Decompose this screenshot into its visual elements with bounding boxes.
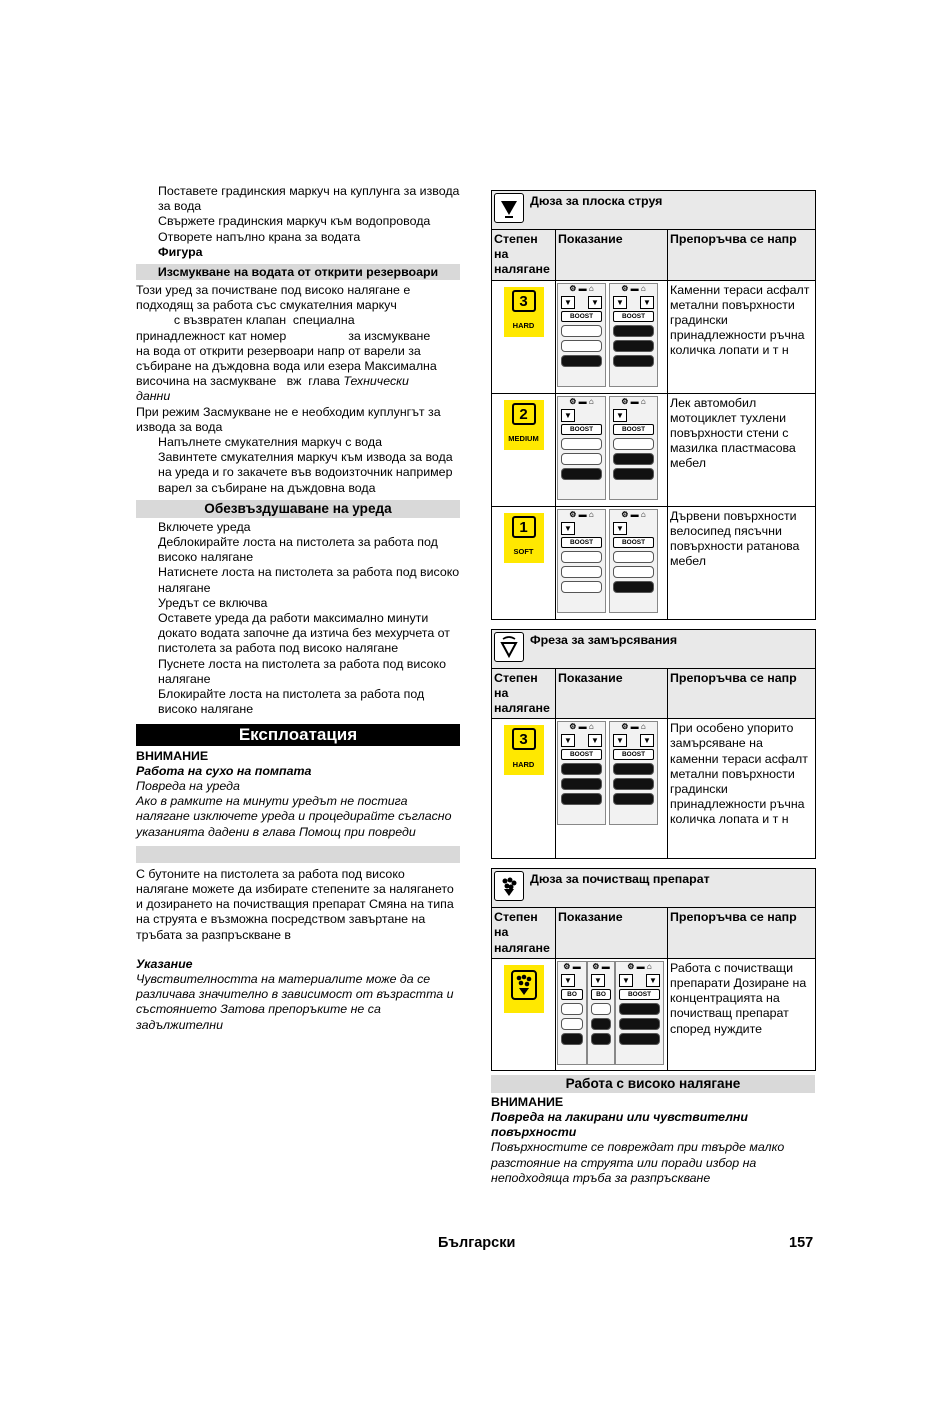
suction-body-line-5: на вода от открити резервоари напр от варели за <box>136 343 421 358</box>
deaeration-step-6: Пуснете лоста на пистолета за работа под високо налягане <box>158 656 446 686</box>
hp-warning-title: Повреда на лакирани или чувствителни повърхности <box>491 1110 748 1140</box>
intro-step-3: Отворете напълно крана за водата <box>158 229 361 244</box>
deaeration-heading: Обезвъздушаване на уреда <box>136 500 460 518</box>
boost-label: BOOST <box>561 424 602 435</box>
suction-ref-1: Технически <box>343 374 409 389</box>
header-level: Степен на налягане <box>492 908 556 959</box>
detergent-nozzle-icon <box>494 871 524 901</box>
flat-nozzle-title-cell <box>492 191 816 230</box>
suction-step-1: Напълнете смукателния маркуч с вода <box>158 435 383 450</box>
display-panel: ⚙ ▬ ⌂ ▼ ▼ BOOST <box>615 961 664 1065</box>
display-panel: ⚙ ▬ ⌂ ▼ ▼ BOOST <box>557 721 606 825</box>
note-label: Указание <box>136 956 193 971</box>
recommendation-text: Каменни тераси асфалт метални повърхности градински принадлежности ръчна количка лопати и т н <box>668 280 816 393</box>
header-level: Степен на налягане <box>492 230 556 281</box>
dirt-blaster-title-cell <box>492 629 816 668</box>
pressure-body: С бутоните на пистолета за работа под високо налягане можете да избирате степените за налягането и дозирането на почистващия препарат Смяна на типа на струята е възможна посредством завъртане на тръбата за разпръскване в <box>136 866 454 942</box>
footer-language: Български <box>438 1235 516 1251</box>
header-recommended: Препоръчва се напр <box>668 908 816 959</box>
display-panel: ⚙ ▬ ⌂ ▼ BOOST <box>609 396 658 500</box>
display-panel: ⚙ ▬ ⌂ ▼ ▼ BOOST <box>609 283 658 387</box>
display-panel: ⚙ ▬ ⌂ ▼ ▼ BOOST <box>557 283 606 387</box>
operation-heading: Експлоатация <box>136 724 460 746</box>
display-cell <box>556 719 668 859</box>
flat-nozzle-table <box>491 190 816 620</box>
level-badge-medium <box>504 400 544 450</box>
deaeration-step-1: Включете уреда <box>158 519 251 534</box>
header-recommended: Препоръчва се напр <box>668 230 816 281</box>
level-label: MEDIUM <box>508 434 539 444</box>
dirt-blaster-table <box>491 629 816 860</box>
empty-section-bar <box>136 846 460 863</box>
high-pressure-heading: Работа с високо налягане <box>491 1075 815 1093</box>
flat-nozzle-title: Дюза за плоска струя <box>530 194 663 208</box>
level-label: HARD <box>512 760 535 770</box>
page-number: 157 <box>789 1235 814 1251</box>
boost-label: BOOST <box>561 749 602 760</box>
level-cell <box>492 719 556 859</box>
level-number: 2 <box>512 403 536 425</box>
note-text: Чувствителността на материалите може да се различава значително в зависимост от възрастта и състоянието Затова препоръките не са задължителни <box>136 971 454 1032</box>
display-panel: ⚙ ▬ ⌂ ▼ BOOST <box>557 509 606 613</box>
suction-ref-2: данни <box>136 389 171 404</box>
boost-label: BOOST <box>619 989 660 1000</box>
detergent-nozzle-table <box>491 868 816 1071</box>
display-panel: ⚙ ▬ ⌂ ▼ ▼ BOOST <box>609 721 658 825</box>
boost-label: BOOST <box>561 311 602 322</box>
suction-step-2: Завинтете смукателния маркуч към извода за вода на уреда и го закачете във водоизточник например варел за събиране на дъждовна вода <box>158 450 453 495</box>
suction-body-line-1: Този уред за почистване под високо налягане е <box>136 283 411 298</box>
deaeration-step-5: Оставете уреда да работи максимално минути докато водата започне да изтича без мехурчета от пистолета за работа под високо налягане <box>158 611 450 656</box>
level-badge-hard <box>504 725 544 775</box>
level-label: HARD <box>512 321 535 331</box>
boost-label: BOOST <box>613 311 654 322</box>
flat-nozzle-icon <box>494 193 524 223</box>
suction-body-line-7 <box>136 374 460 389</box>
warning-text: Ако в рамките на минути уредът не постига налягане изключете уреда и процедирайте съгласно указанията дадени в глава Помощ при повреди <box>136 794 452 839</box>
level-cell <box>492 393 556 506</box>
boost-label: BOOST <box>613 537 654 548</box>
left-column <box>136 184 460 1033</box>
display-cell <box>556 280 668 393</box>
display-panel: ⚙ ▬ ⌂ ▼ BOOST <box>557 396 606 500</box>
right-column <box>491 190 815 1186</box>
deaeration-step-3: Натиснете лоста на пистолета за работа под високо налягане <box>158 565 460 595</box>
display-panel: ⚙ ▬ ▼ BO <box>557 961 587 1065</box>
hp-warning-text: Повърхностите се повреждат при твърде малко разстояние на струята или поради избор на неподходяща тръба за разпръскване <box>491 1140 785 1185</box>
deaeration-step-4: Уредът се включва <box>158 595 268 610</box>
level-number: 1 <box>512 516 536 538</box>
suction-note: При режим Засмукване не е необходим куплунгът за извода за вода <box>136 404 441 434</box>
header-recommended: Препоръчва се напр <box>668 668 816 719</box>
detergent-nozzle-title-cell <box>492 869 816 908</box>
recommendation-text: Дървени повърхности велосипед пясъчни повърхности ратанова мебел <box>668 506 816 619</box>
display-panel: ⚙ ▬ ▼ BO <box>587 961 615 1065</box>
display-cell <box>556 958 668 1070</box>
intro-step-2: Свържете градинския маркуч към водопровода <box>158 214 431 229</box>
suction-body-line-4: принадлежност кат номер за изсмукване <box>136 328 431 343</box>
suction-heading: Изсмукване на водата от открити резервоари <box>136 264 460 280</box>
dirt-blaster-icon <box>494 632 524 662</box>
level-label: SOFT <box>513 547 534 557</box>
header-level: Степен на налягане <box>492 668 556 719</box>
boost-label: BOOST <box>613 424 654 435</box>
suction-body-line-2: подходящ за работа със смукателния маркуч <box>136 298 397 313</box>
level-cell <box>492 958 556 1070</box>
hp-warning-label: ВНИМАНИЕ <box>491 1094 564 1109</box>
detergent-badge <box>504 965 544 1013</box>
boost-label: BOOST <box>613 749 654 760</box>
level-badge-soft <box>504 513 544 563</box>
level-number: 3 <box>512 728 536 750</box>
warning-label: ВНИМАНИЕ <box>136 748 209 763</box>
suction-body-line-6: събиране на дъждовна вода или езера Максимална <box>136 359 437 374</box>
level-cell <box>492 506 556 619</box>
display-panel: ⚙ ▬ ⌂ ▼ BOOST <box>609 509 658 613</box>
detergent-badge-icon <box>504 965 544 1013</box>
header-display: Показание <box>556 668 668 719</box>
boost-label: BOOST <box>561 537 602 548</box>
suction-body-line-7-text: височина на засмукване вж глава <box>136 374 344 389</box>
detergent-nozzle-title: Дюза за почистващ препарат <box>530 872 710 887</box>
recommendation-text: Работа с почистващи препарати Дозиране на концентрацията на почистващ препарат според нуждите <box>668 958 816 1070</box>
warning-title: Работа на сухо на помпата <box>136 763 312 778</box>
deaeration-step-7: Блокирайте лоста на пистолета за работа под високо налягане <box>158 687 425 717</box>
display-cell <box>556 393 668 506</box>
warning-sub: Повреда на уреда <box>136 778 240 793</box>
level-badge-hard <box>504 287 544 337</box>
figure-label: Фигура <box>158 244 203 259</box>
intro-step-1: Поставете градинския маркуч на куплунга за извода за вода <box>158 184 460 214</box>
header-display: Показание <box>556 230 668 281</box>
level-cell <box>492 280 556 393</box>
display-cell <box>556 506 668 619</box>
recommendation-text: Лек автомобил мотоциклет тухлени повърхности стени с мазилка пластмасова мебел <box>668 393 816 506</box>
deaeration-step-2: Деблокирайте лоста на пистолета за работа под високо налягане <box>158 535 438 565</box>
level-number: 3 <box>512 290 536 312</box>
header-display: Показание <box>556 908 668 959</box>
dirt-blaster-title: Фреза за замърсявания <box>530 632 678 647</box>
suction-body-line-3: с възвратен клапан специална <box>136 313 355 328</box>
recommendation-text: При особено упорито замърсяване на каменни тераси асфалт метални повърхности градински принадлежности ръчна количка лопата и т н <box>668 719 816 859</box>
